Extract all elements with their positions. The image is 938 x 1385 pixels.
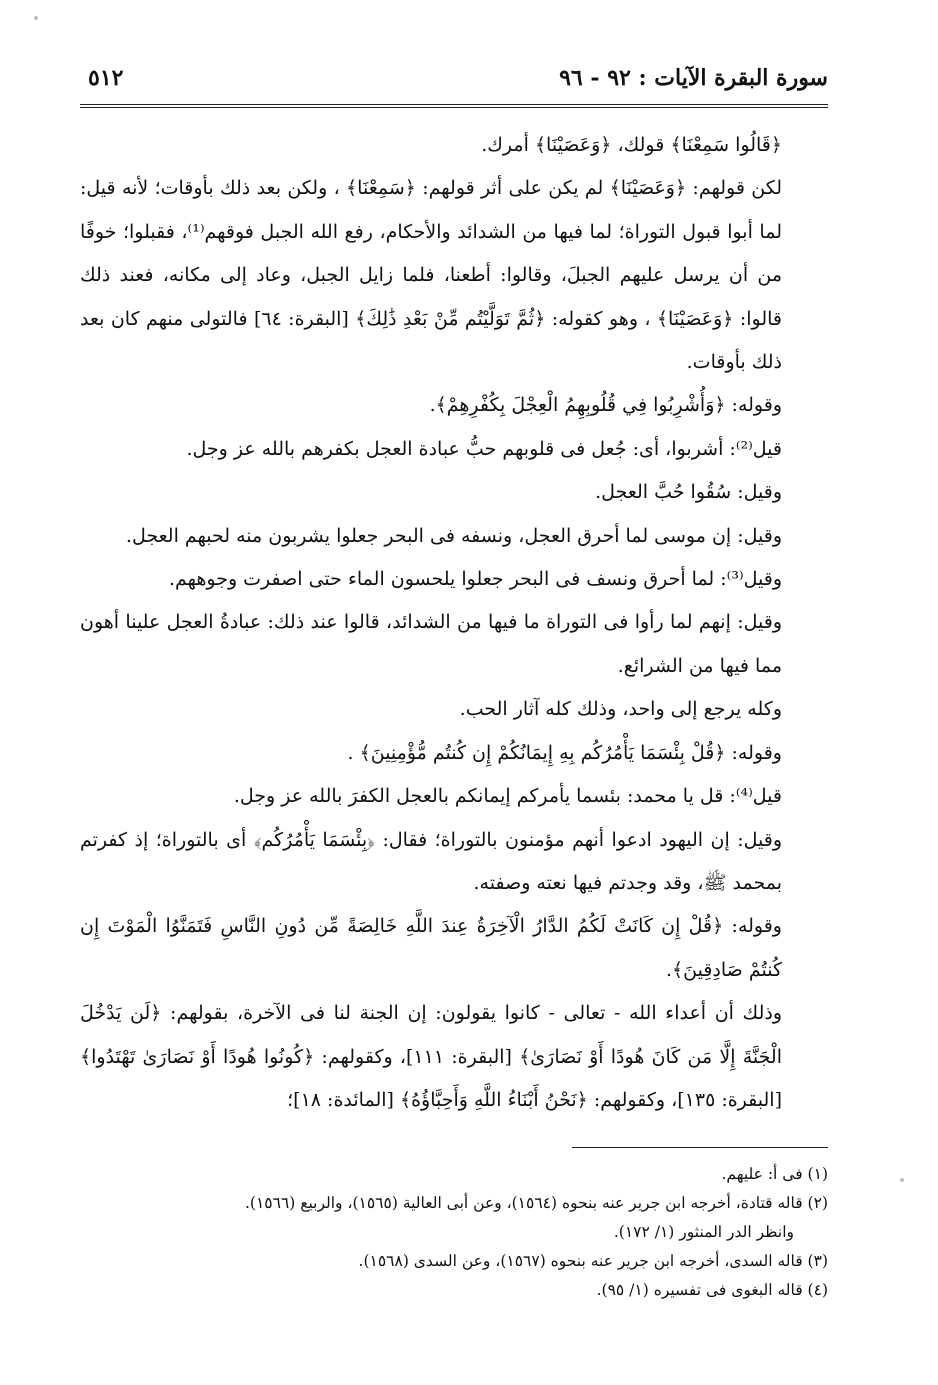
footnote: (٤) قاله البغوى فى تفسيره (١/ ٩٥). [596,1281,828,1299]
paragraph: قيل⁽²⁾: أشربوا، أى: جُعل فى قلوبهم حبُّ عبادة العجل بكفرهم بالله عز وجل. [186,437,782,460]
scan-speck [900,1178,904,1182]
paragraph: قيل⁽⁴⁾: قل يا محمد: بئسما يأمركم إيمانكم بالعجل الكفرَ بالله عز وجل. [233,785,782,808]
paragraph: وقيل: إن موسى لما أحرق العجل، ونسفه فى البحر جعلوا يشربون منه لحبهم العجل. [125,524,782,547]
paragraph: ﴿قَالُوا سَمِعْنَا﴾ قولك، ﴿وَعَصَيْنَا﴾ أمرك. [481,134,782,156]
paragraph: وقوله: ﴿وَأُشْرِبُوا فِي قُلُوبِهِمُ الْعِجْلَ بِكُفْرِهِمْ﴾. [429,394,782,417]
page-number: ٥١٢ [88,65,124,91]
paragraph: وذلك أن أعداء الله - تعالى - كانوا يقولون: إن الجنة لنا فى الآخرة، بقولهم: ﴿لَن يَدْخُلَ الْجَنَّةَ إِلَّا مَن كَانَ هُودًا أَوْ نَصَارَىٰ﴾ [البقرة: ١١١]، وكقولهم: ﴿كُونُوا هُودًا أَوْ نَصَارَىٰ تَهْتَدُوا﴾ [البقرة: ١٣٥]، وكقولهم: ﴿نَحْنُ أَبْنَاءُ اللَّهِ وَأَحِبَّاؤُهُ﴾ [المائدة: ١٨]؛ [80,1002,782,1111]
footnote: (٣) قاله السدى، أخرجه ابن جرير عنه بنحوه (١٥٦٧)، وعن السدى (١٥٦٨). [358,1252,828,1270]
footnote: (٢) قاله قتادة، أخرجه ابن جرير عنه بنحوه (١٥٦٤)، وعن أبى العالية (١٥٦٥)، والربيع (١٥٦٦). [244,1194,828,1212]
paragraph: لكن قولهم: ﴿وَعَصَيْنَا﴾ لم يكن على أثر قولهم: ﴿سَمِعْنَا﴾ ، ولكن بعد ذلك بأوقات؛ لأنه قيل: لما أبوا قبول التوراة؛ لما فيها من الشدائد والأحكام، رفع الله الجبل فوقهم⁽¹⁾، فقبلوا؛ خوفًا من أن يرسل عليهم الجبلَ، وقالوا: أطعنا، فلما زايل الجبل، وعاد إلى مكانه، فعند ذلك قالوا: ﴿وَعَصَيْنَا﴾ ، وهو كقوله: ﴿ثُمَّ تَوَلَّيْتُم مِّنْ بَعْدِ ذَٰلِكَ﴾ [البقرة: ٦٤] فالتولى منهم كان بعد ذلك بأوقات. [80,177,782,374]
paragraph: وقيل: سُقُوا حُبَّ العجل. [595,481,782,504]
paragraph: وقوله: ﴿قُلْ إِن كَانَتْ لَكُمُ الدَّارُ الْآخِرَةُ عِندَ اللَّهِ خَالِصَةً مِّن دُونِ النَّاسِ فَتَمَنَّوُا الْمَوْتَ إِن كُنتُمْ صَادِقِينَ﴾. [80,915,782,981]
paragraph: وقيل: إن اليهود ادعوا أنهم مؤمنون بالتوراة؛ فقال: ﴿بِئْسَمَا يَأْمُرُكُم﴾ أى بالتوراة؛ إذ كفرتم بمحمد ﷺ، وقد وجدتم فيها نعته وصفته. [80,828,782,894]
footnote-continuation: وانظر الدر المنثور (١/ ١٧٢). [613,1223,794,1241]
page-header [88,58,828,98]
footnote: (١) فى أ: عليهم. [721,1165,828,1183]
header-rule [80,104,828,105]
chapter-title: سورة البقرة الآيات : ٩٢ - ٩٦ [559,65,828,91]
paragraph: وقوله: ﴿قُلْ بِئْسَمَا يَأْمُرُكُم بِهِ إِيمَانُكُمْ إِن كُنتُم مُّؤْمِنِينَ﴾ . [347,741,782,764]
footnote-rule [572,1147,828,1148]
footnotes [80,1160,828,1305]
paragraph: وقيل⁽³⁾: لما أحرق ونسف فى البحر جعلوا يلحسون الماء حتى اصفرت وجوههم. [168,568,782,591]
main-text [80,124,828,1122]
paragraph: وكله يرجع إلى واحد، وذلك كله آثار الحب. [459,698,782,721]
paragraph: وقيل: إنهم لما رأوا فى التوراة ما فيها من الشدائد، قالوا عند ذلك: عبادةُ العجل علينا أهون مما فيها من الشرائع. [80,611,782,677]
scan-speck [34,16,38,20]
